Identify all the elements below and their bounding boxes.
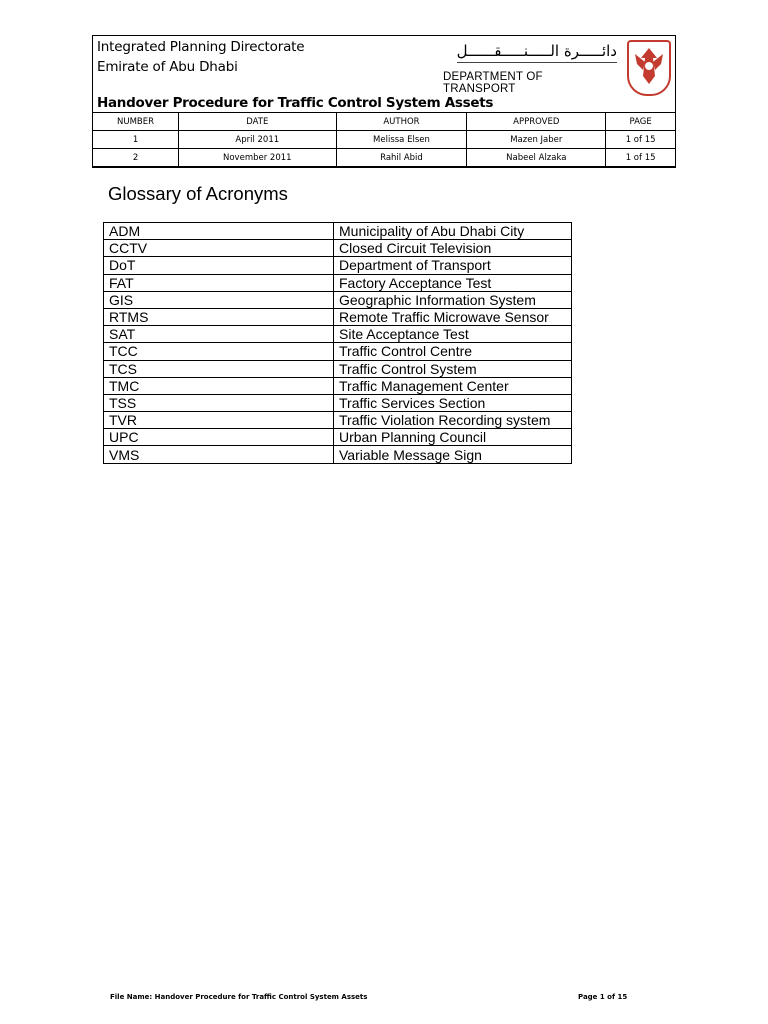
glossary-table — [103, 222, 572, 464]
document-title: Handover Procedure for Traffic Control System Assets — [97, 95, 494, 111]
definition: Geographic Information System — [334, 291, 572, 308]
definition: Remote Traffic Microwave Sensor — [334, 308, 572, 325]
department-name: DEPARTMENT OF TRANSPORT — [443, 71, 543, 95]
revision-header-row — [93, 113, 676, 131]
arabic-department-name: دائـــــرة الـــــنـــــقــــــل — [456, 42, 617, 60]
definition: Traffic Control Centre — [334, 343, 572, 360]
definition: Variable Message Sign — [334, 446, 572, 463]
definition: Municipality of Abu Dhabi City — [334, 223, 572, 240]
table-row — [93, 131, 676, 149]
table-row — [104, 429, 572, 446]
acronym: DoT — [104, 257, 334, 274]
revision-approved: Nabeel Alzaka — [467, 149, 606, 167]
falcon-emblem-icon — [627, 40, 671, 96]
definition: Factory Acceptance Test — [334, 274, 572, 291]
table-row — [104, 446, 572, 463]
column-header-number: NUMBER — [93, 113, 179, 131]
table-row — [104, 360, 572, 377]
acronym: TSS — [104, 394, 334, 411]
table-row — [104, 223, 572, 240]
revision-number: 1 — [93, 131, 179, 149]
acronym: ADM — [104, 223, 334, 240]
acronym: GIS — [104, 291, 334, 308]
table-row — [104, 240, 572, 257]
revision-date: April 2011 — [179, 131, 336, 149]
revision-number: 2 — [93, 149, 179, 167]
department-logo — [443, 38, 673, 98]
revision-date: November 2011 — [179, 149, 336, 167]
table-row — [104, 394, 572, 411]
column-header-author: AUTHOR — [336, 113, 467, 131]
definition: Traffic Services Section — [334, 394, 572, 411]
table-row — [104, 291, 572, 308]
acronym: TCC — [104, 343, 334, 360]
table-row — [104, 308, 572, 325]
revision-page: 1 of 15 — [606, 131, 676, 149]
definition: Traffic Violation Recording system — [334, 412, 572, 429]
definition: Traffic Control System — [334, 360, 572, 377]
column-header-approved: APPROVED — [467, 113, 606, 131]
revision-author: Melissa Elsen — [336, 131, 467, 149]
acronym: CCTV — [104, 240, 334, 257]
definition: Traffic Management Center — [334, 377, 572, 394]
table-row — [93, 149, 676, 167]
definition: Department of Transport — [334, 257, 572, 274]
definition: Closed Circuit Television — [334, 240, 572, 257]
table-row — [104, 257, 572, 274]
acronym: TCS — [104, 360, 334, 377]
emirate-name: Emirate of Abu Dhabi — [97, 59, 238, 75]
revision-author: Rahil Abid — [336, 149, 467, 167]
revision-table — [92, 112, 676, 167]
acronym: TVR — [104, 412, 334, 429]
acronym: UPC — [104, 429, 334, 446]
revision-page: 1 of 15 — [606, 149, 676, 167]
table-row — [104, 326, 572, 343]
acronym: SAT — [104, 326, 334, 343]
definition: Urban Planning Council — [334, 429, 572, 446]
table-row — [104, 377, 572, 394]
definition: Site Acceptance Test — [334, 326, 572, 343]
column-header-date: DATE — [179, 113, 336, 131]
footer-file-name: File Name: Handover Procedure for Traffic Control System Assets — [110, 993, 368, 1001]
acronym: RTMS — [104, 308, 334, 325]
table-row — [104, 343, 572, 360]
glossary-title: Glossary of Acronyms — [108, 183, 288, 204]
document-header — [92, 35, 676, 168]
acronym: FAT — [104, 274, 334, 291]
revision-approved: Mazen Jaber — [467, 131, 606, 149]
column-header-page: PAGE — [606, 113, 676, 131]
organization-name: Integrated Planning Directorate — [97, 39, 305, 55]
acronym: TMC — [104, 377, 334, 394]
acronym: VMS — [104, 446, 334, 463]
table-row — [104, 274, 572, 291]
footer-page-number: Page 1 of 15 — [578, 993, 628, 1001]
logo-divider — [457, 62, 617, 63]
table-row — [104, 412, 572, 429]
